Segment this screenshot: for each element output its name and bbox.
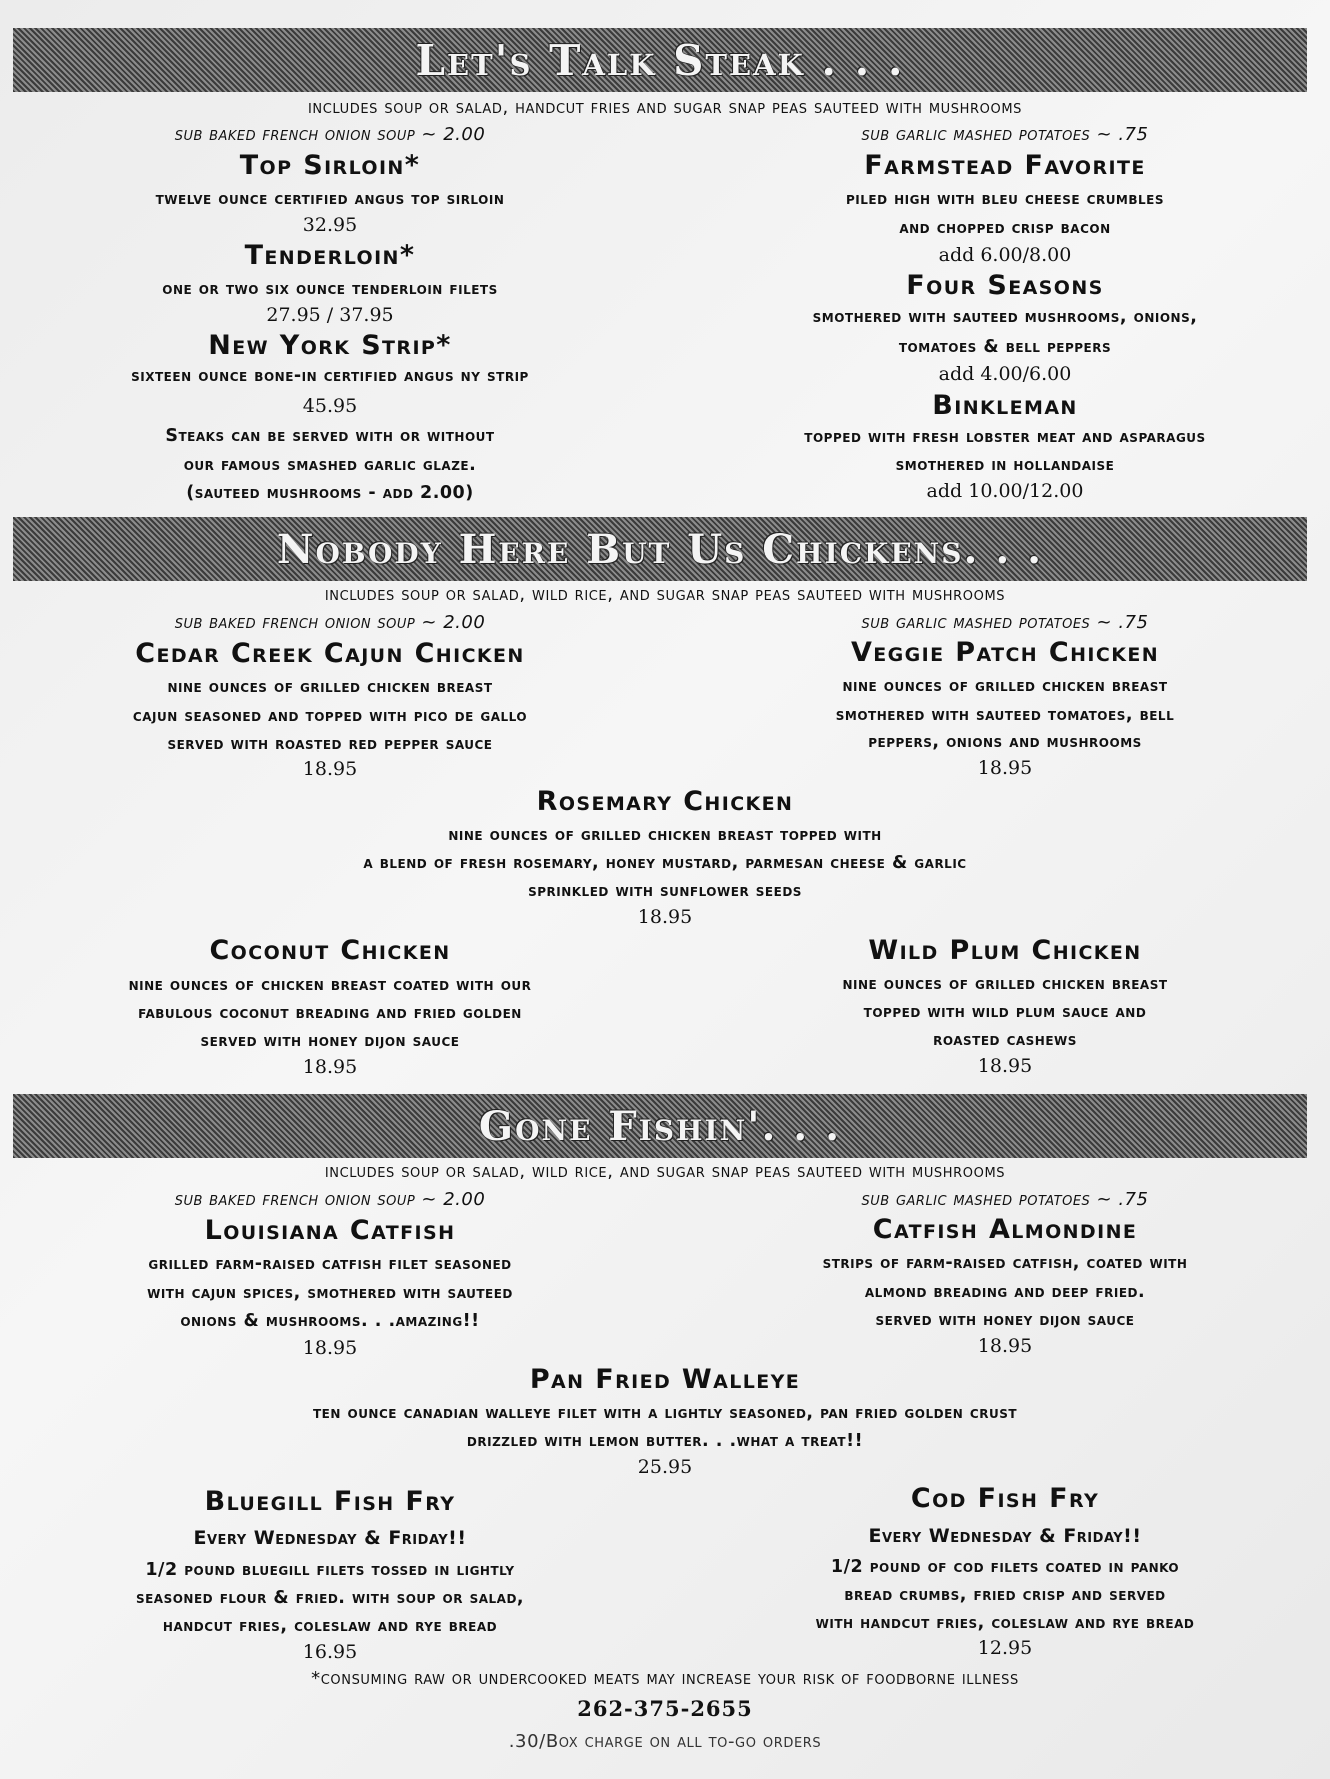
ny-strip-desc: sixteen ounce bone-in certified angus ny strip — [131, 366, 529, 386]
catfish-almondine-desc-3: served with honey dijon sauce — [875, 1310, 1135, 1330]
binkleman-desc-1: topped with fresh lobster meat and asparagus — [804, 427, 1206, 447]
steak-header-text: Let's Talk Steak . . . — [415, 35, 905, 85]
four-seasons-desc-2: tomatoes & bell peppers — [898, 337, 1112, 357]
phone-number: 262-375-2655 — [577, 1696, 753, 1721]
veggie-chicken-desc-2: smothered with sauteed tomatoes, bell — [835, 705, 1175, 725]
veggie-chicken-price: 18.95 — [977, 757, 1033, 779]
fish-sub-potatoes: sub garlic mashed potatoes ~ .75 — [861, 1189, 1149, 1210]
raw-meat-warning: *consuming raw or undercooked meats may increase your risk of foodborne illness — [311, 1668, 1019, 1689]
top-sirloin-price: 32.95 — [302, 214, 358, 236]
fish-section-header — [13, 1094, 1307, 1158]
chicken-sub-soup: sub baked french onion soup ~ 2.00 — [174, 612, 486, 633]
cod-title: Cod Fish Fry — [910, 1483, 1100, 1514]
louisiana-catfish-desc-1: grilled farm-raised catfish filet seasoned — [148, 1254, 512, 1274]
cajun-chicken-desc-3: served with roasted red pepper sauce — [167, 734, 493, 754]
tenderloin-desc: one or two six ounce tenderloin filets — [162, 279, 498, 299]
farmstead-desc-2: and chopped crisp bacon — [899, 218, 1111, 238]
wild-plum-chicken-price: 18.95 — [977, 1055, 1033, 1077]
cod-days: Every Wednesday & Friday!! — [868, 1525, 1142, 1547]
cajun-chicken-price: 18.95 — [302, 758, 358, 780]
walleye-title: Pan Fried Walleye — [529, 1364, 801, 1395]
ny-strip-price: 45.95 — [302, 395, 358, 417]
bluegill-desc-2: seasoned flour & fried. with soup or salad, — [135, 1588, 525, 1608]
walleye-desc-1: ten ounce canadian walleye filet with a lightly seasoned, pan fried golden crust — [312, 1403, 1018, 1423]
chicken-header-text: Nobody Here But Us Chickens. . . — [276, 525, 1044, 573]
veggie-chicken-desc-3: peppers, onions and mushrooms — [868, 732, 1142, 752]
fish-includes: includes soup or salad, wild rice, and sugar snap peas sauteed with mushrooms — [324, 1161, 1006, 1182]
cajun-chicken-desc-1: nine ounces of grilled chicken breast — [167, 677, 493, 697]
catfish-almondine-title: Catfish Almondine — [872, 1214, 1138, 1245]
cod-price: 12.95 — [977, 1637, 1033, 1659]
cod-desc-1: 1/2 pound of cod filets coated in panko — [830, 1557, 1180, 1577]
top-sirloin-desc: twelve ounce certified angus top sirloin — [155, 189, 505, 209]
catfish-almondine-desc-1: strips of farm-raised catfish, coated with — [822, 1253, 1188, 1273]
farmstead-title: Farmstead Favorite — [864, 150, 1146, 181]
glaze-note-line-1: Steaks can be served with or without — [165, 426, 495, 446]
wild-plum-chicken-desc-1: nine ounces of grilled chicken breast — [842, 974, 1168, 994]
chicken-includes: includes soup or salad, wild rice, and sugar snap peas sauteed with mushrooms — [324, 584, 1006, 605]
walleye-desc-2: drizzled with lemon butter. . .what a treat!! — [466, 1431, 864, 1451]
top-sirloin-title: Top Sirloin* — [239, 150, 421, 181]
box-charge-note: .30/Box charge on all to-go orders — [508, 1731, 822, 1752]
rosemary-chicken-price: 18.95 — [637, 906, 693, 928]
chicken-sub-potatoes: sub garlic mashed potatoes ~ .75 — [861, 612, 1149, 633]
tenderloin-price: 27.95 / 37.95 — [266, 304, 394, 326]
steak-section-header — [13, 28, 1307, 92]
binkleman-title: Binkleman — [932, 390, 1078, 421]
louisiana-catfish-price: 18.95 — [302, 1337, 358, 1359]
cajun-chicken-title: Cedar Creek Cajun Chicken — [135, 638, 525, 669]
four-seasons-title: Four Seasons — [906, 270, 1104, 301]
cod-desc-2: bread crumbs, fried crisp and served — [844, 1585, 1166, 1605]
wild-plum-chicken-title: Wild Plum Chicken — [868, 935, 1142, 966]
chicken-section-header — [13, 517, 1307, 581]
fish-header-text: Gone Fishin'. . . — [478, 1102, 842, 1150]
coconut-chicken-price: 18.95 — [302, 1056, 358, 1078]
bluegill-desc-1: 1/2 pound bluegill filets tossed in lightly — [145, 1560, 515, 1580]
glaze-note-line-2: our famous smashed garlic glaze. — [183, 455, 477, 475]
coconut-chicken-desc-2: fabulous coconut breading and fried golden — [138, 1003, 522, 1023]
bluegill-title: Bluegill Fish Fry — [204, 1486, 456, 1517]
fish-sub-soup: sub baked french onion soup ~ 2.00 — [174, 1189, 486, 1210]
rosemary-chicken-desc-1: nine ounces of grilled chicken breast topped with — [448, 825, 882, 845]
steak-sub-soup: sub baked french onion soup ~ 2.00 — [174, 124, 486, 145]
rosemary-chicken-desc-3: sprinkled with sunflower seeds — [528, 881, 802, 901]
walleye-price: 25.95 — [637, 1456, 693, 1478]
steak-sub-potatoes: sub garlic mashed potatoes ~ .75 — [861, 124, 1149, 145]
binkleman-price: add 10.00/12.00 — [926, 480, 1084, 502]
cod-desc-3: with handcut fries, coleslaw and rye bread — [815, 1613, 1195, 1633]
farmstead-desc-1: piled high with bleu cheese crumbles — [845, 189, 1165, 209]
veggie-chicken-desc-1: nine ounces of grilled chicken breast — [842, 676, 1168, 696]
wild-plum-chicken-desc-2: topped with wild plum sauce and — [863, 1002, 1147, 1022]
coconut-chicken-title: Coconut Chicken — [209, 935, 451, 966]
catfish-almondine-price: 18.95 — [977, 1335, 1033, 1357]
wild-plum-chicken-desc-3: roasted cashews — [933, 1030, 1077, 1050]
tenderloin-title: Tenderloin* — [244, 240, 416, 271]
rosemary-chicken-desc-2: a blend of fresh rosemary, honey mustard, parmesan cheese & garlic — [363, 853, 967, 873]
veggie-chicken-title: Veggie Patch Chicken — [850, 637, 1160, 668]
catfish-almondine-desc-2: almond breading and deep fried. — [864, 1282, 1146, 1302]
bluegill-price: 16.95 — [302, 1641, 358, 1663]
binkleman-desc-2: smothered in hollandaise — [895, 455, 1115, 475]
bluegill-days: Every Wednesday & Friday!! — [193, 1527, 467, 1549]
steak-includes: includes soup or salad, handcut fries and sugar snap peas sauteed with mushrooms — [308, 97, 1022, 118]
rosemary-chicken-title: Rosemary Chicken — [536, 786, 794, 817]
coconut-chicken-desc-3: served with honey dijon sauce — [200, 1031, 460, 1051]
ny-strip-title: New York Strip* — [208, 330, 452, 361]
louisiana-catfish-desc-2: with cajun spices, smothered with sauteed — [147, 1283, 513, 1303]
louisiana-catfish-title: Louisiana Catfish — [204, 1215, 456, 1246]
cajun-chicken-desc-2: cajun seasoned and topped with pico de gallo — [132, 706, 528, 726]
glaze-note-line-3: (sauteed mushrooms - add 2.00) — [186, 483, 474, 503]
bluegill-desc-3: handcut fries, coleslaw and rye bread — [162, 1616, 498, 1636]
louisiana-catfish-desc-3: onions & mushrooms. . .amazing!! — [180, 1311, 480, 1331]
four-seasons-price: add 4.00/6.00 — [938, 363, 1072, 385]
coconut-chicken-desc-1: nine ounces of chicken breast coated with our — [128, 975, 532, 995]
four-seasons-desc-1: smothered with sauteed mushrooms, onions, — [812, 307, 1198, 327]
farmstead-price: add 6.00/8.00 — [938, 244, 1072, 266]
